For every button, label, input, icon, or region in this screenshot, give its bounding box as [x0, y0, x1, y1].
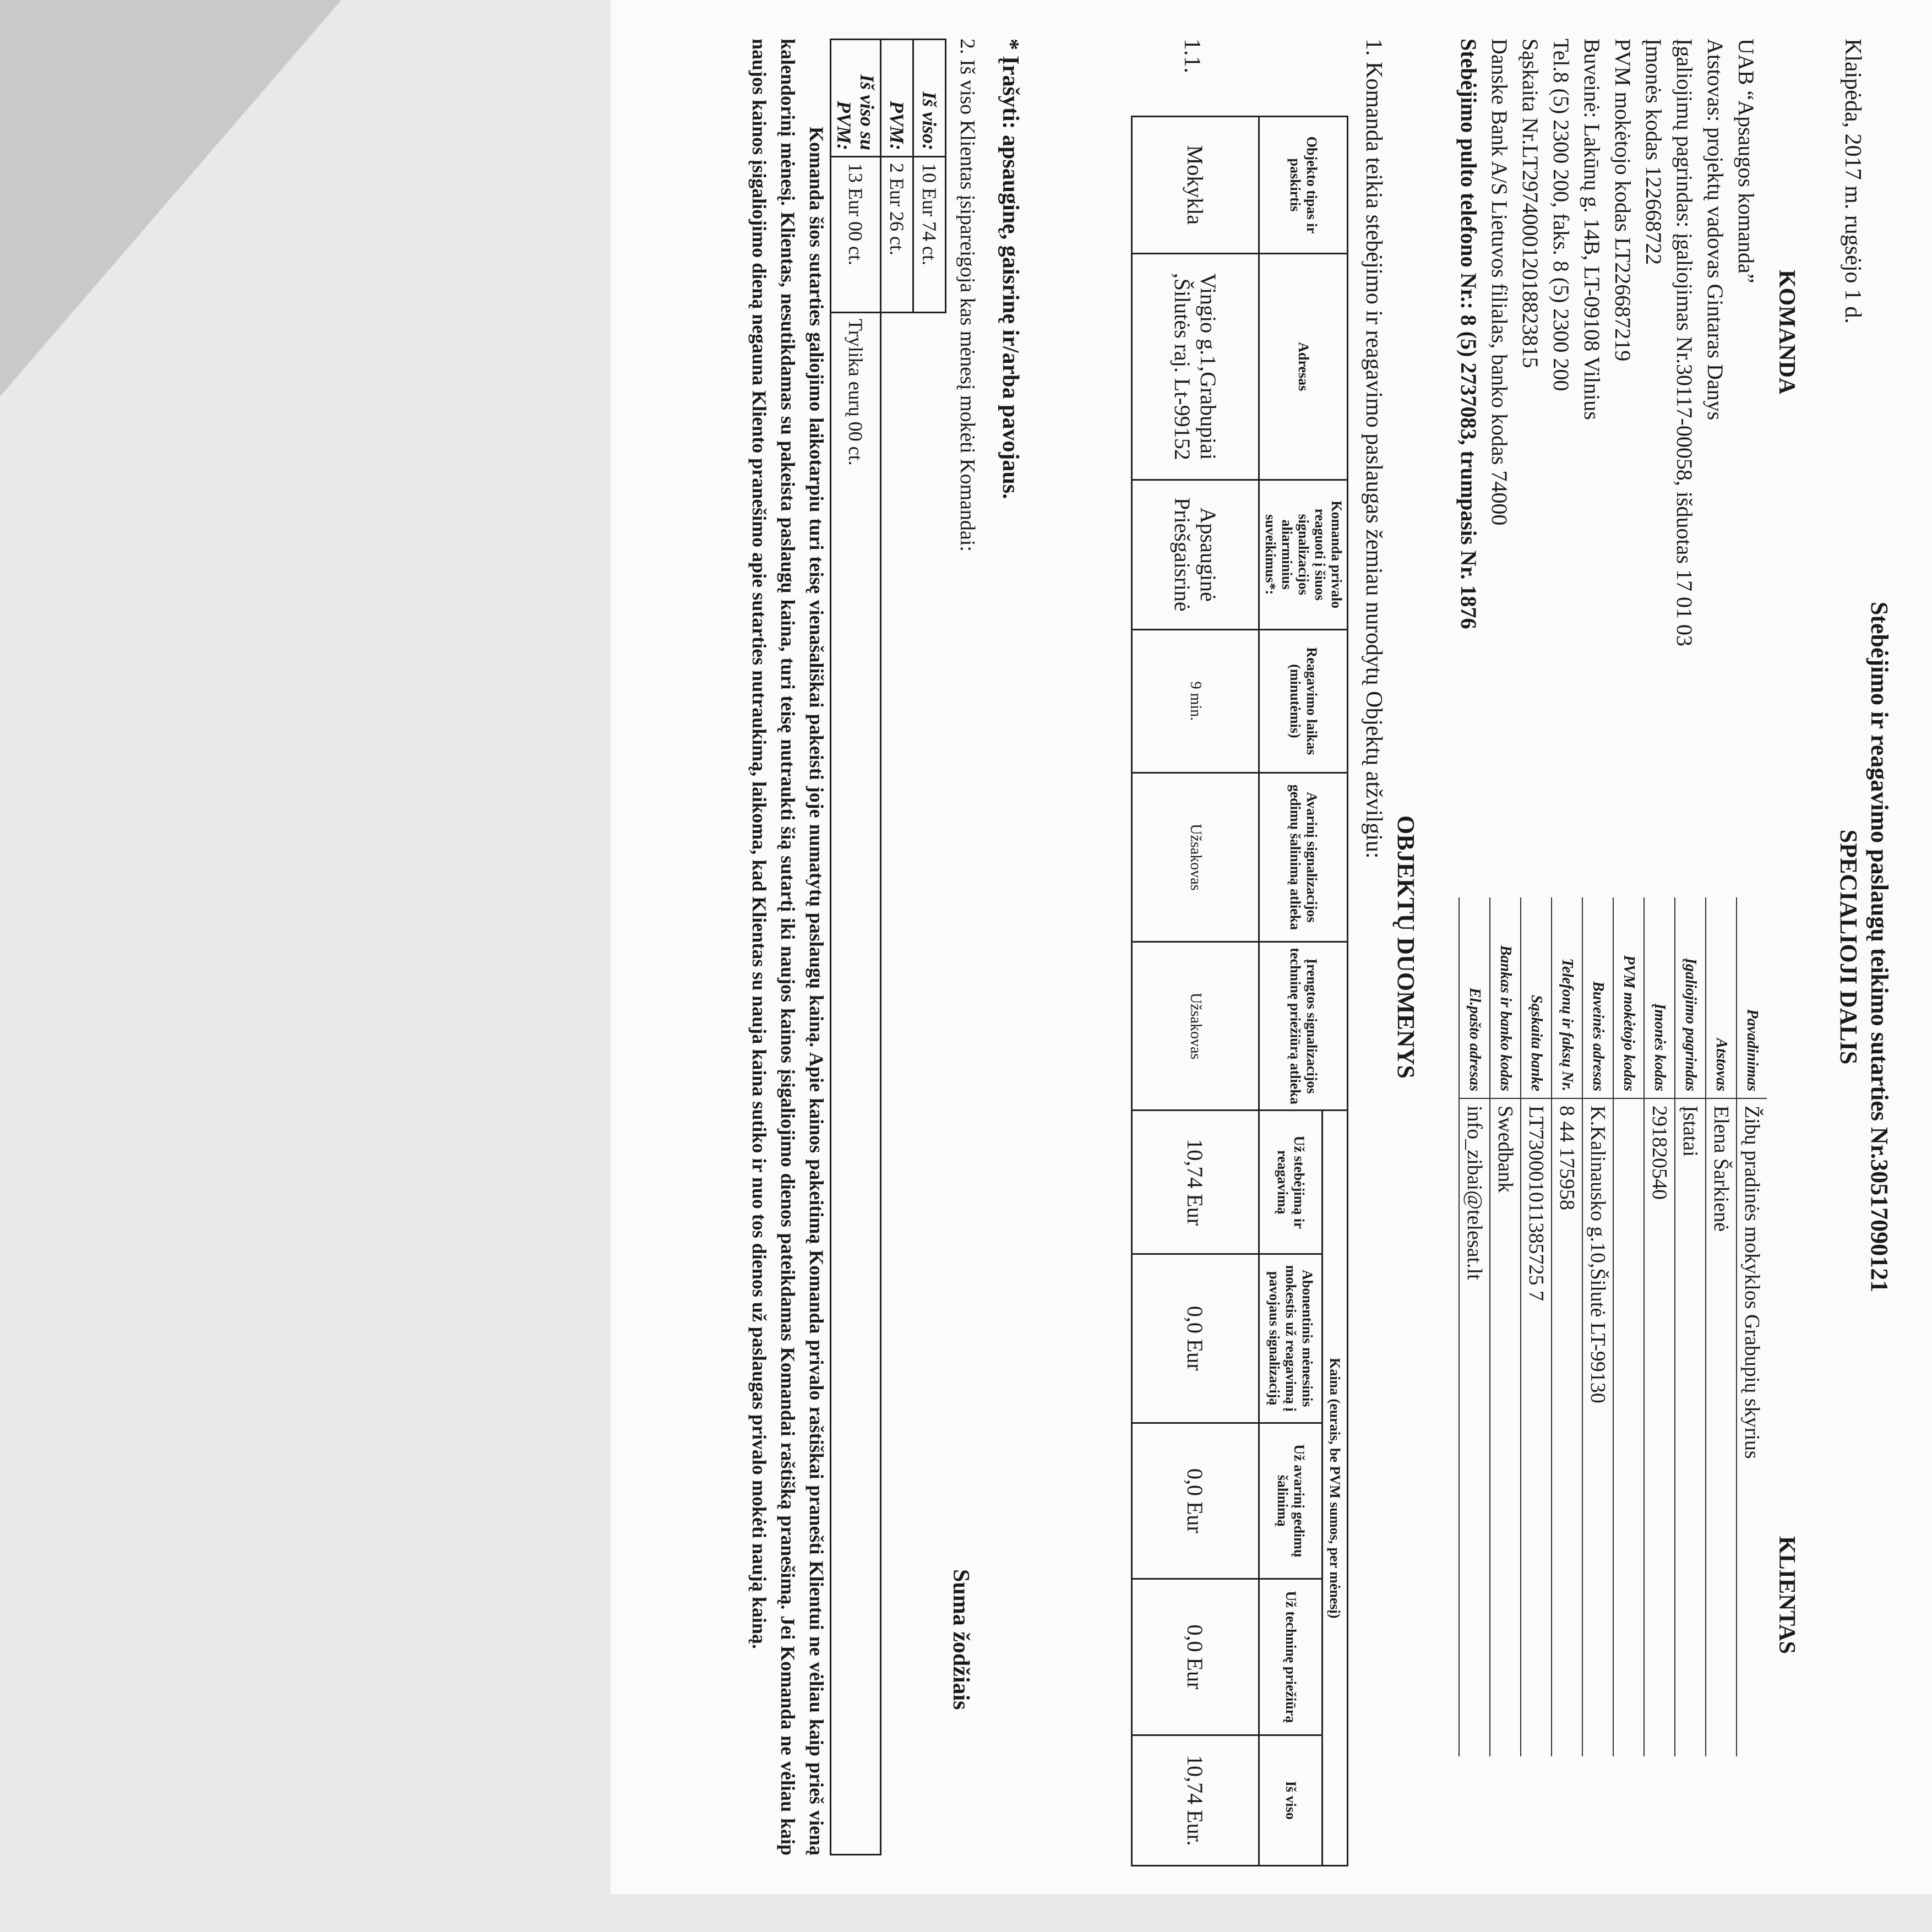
react-to-line: Apsauginė: [1196, 507, 1221, 602]
team-line: Atstovas: projektų vadovas Gintaras Danys: [1703, 39, 1728, 421]
place-date: Klaipėda, 2017 m. rugsėjo 1 d.: [1840, 39, 1865, 324]
objects-intro: 1. Komanda teikia stebėjimo ir reagavimo paslaugas žemiau nurodytų Objektų atžvilgiu:: [1361, 39, 1386, 859]
client-label: Atstovas: [1706, 897, 1737, 1098]
cell-price-fault: 0,0 Eur: [1132, 1423, 1259, 1579]
client-table: [1458, 897, 1767, 1756]
cell-price-total: 10,74 Eur.: [1132, 1735, 1259, 1865]
cell-price-monitoring: 10,74 Eur: [1132, 1111, 1259, 1254]
monitoring-phone: Stebėjimo pulto telefono Nr.: 8 (5) 2737083, trumpasis Nr. 1876: [1456, 39, 1481, 629]
payment-words: Trylika eurų 00 ct.: [831, 313, 881, 1855]
col-price-fault: Už avarinį gedimų šalinimą: [1259, 1423, 1323, 1579]
col-price-monitoring: Už stebėjimą ir reagavimą: [1259, 1111, 1323, 1254]
payment-words: [913, 313, 946, 1855]
object-row-number: 1.1.: [1179, 39, 1205, 73]
team-line: Įgaliojimų pagrindas: įgaliojimas Nr.30117-00058, išduotas 17 01 03: [1672, 39, 1697, 646]
payment-intro: 2. Iš viso Klientas įsipareigoja kas mėnesį mokėti Komandai:: [956, 39, 979, 552]
team-line: PVM mokėtojo kodas LT226687219: [1610, 39, 1635, 362]
payment-table: [830, 39, 946, 1855]
team-line: Buveinė: Lakūnų g. 14B, LT-09108 Vilnius: [1580, 39, 1604, 420]
col-maintenance: Įrengtos signalizacijos techninę priežiūrą atlieka: [1259, 941, 1348, 1111]
client-row: [1490, 897, 1521, 1756]
client-row: [1706, 897, 1737, 1756]
team-line: Sąskaita Nr.LT297400012018823815: [1518, 39, 1543, 368]
col-reaction-time: Reagavimo laikas (minutėmis): [1259, 629, 1348, 772]
address-line: Vingio g.1,Grabupiai: [1196, 273, 1221, 460]
client-label: Pavadinimas: [1737, 897, 1767, 1098]
sum-words-header: Suma žodžiais: [948, 1569, 973, 1710]
client-row: [1521, 897, 1552, 1756]
client-label: PVM mokėtojo kodas: [1613, 897, 1644, 1098]
client-label: Buveinės adresas: [1582, 897, 1613, 1098]
cell-type: Mokykla: [1132, 117, 1259, 254]
cell-react-to: [1132, 480, 1259, 629]
col-price-subscription: Abonentinis mėnesinis mokestis už reagavimą į pavojaus signalizaciją: [1259, 1254, 1323, 1423]
client-value: Elena Šarkienė: [1706, 1098, 1737, 1756]
objects-table: [1131, 116, 1348, 1866]
cell-price-maintenance: 0,0 Eur: [1132, 1579, 1259, 1735]
cell-address: [1132, 253, 1259, 480]
team-line: UAB “Apsaugos komanda”: [1734, 39, 1759, 284]
team-line: Tel.8 (5) 2300 200, faks. 8 (5) 2300 200: [1549, 39, 1574, 391]
client-label: Bankas ir banko kodas: [1490, 897, 1521, 1098]
client-row: [1552, 897, 1582, 1756]
client-value: K.Kalinausko g.10,Šilutė LT-99130: [1582, 1098, 1613, 1756]
react-to-line: Priešgaisrinė: [1170, 497, 1195, 612]
team-details: [1453, 39, 1761, 837]
team-heading: KOMANDA: [1774, 270, 1799, 395]
contract-title: Stebėjimo ir reagavimo paslaugų teikimo sutarties Nr.30517090121: [1866, 601, 1893, 1293]
closing-paragraph: Komanda šios sutarties galiojimo laikotarpiu turi teisę vienašališkai pakeisti joje numatytų paslaugų kainą. Apie kainos pakeitimą Komanda privalo raštiškai pranešti Klientui ne vėliau kaip prieš vieną kalendorinį mėnesį. Klientas, nesutikdamas su pakeista paslaugų kaina, turi teisę nutraukti šią sutartį iki naujos kainos įsigaliojimo dienos pateikdamas Komandai raštišką pranešimą. Jei Komanda ne vėliau kaip naujos kainos įsigaliojimo dieną negauna Kliento pranešimo apie sutarties nutraukimą, laikoma, kad Klientas su nauja kaina sutiko ir nuo tos dienos už paslaugas privalo mokėti naują kainą.: [748, 39, 828, 1855]
cell-maintenance: Užsakovas: [1132, 941, 1259, 1111]
payment-label: Iš viso:: [913, 40, 946, 157]
cell-price-subscription: 0,0 Eur: [1132, 1254, 1259, 1423]
col-type: Objekto tipas ir paskirtis: [1259, 117, 1348, 254]
client-row: [1644, 897, 1675, 1756]
client-value: 291820540: [1644, 1098, 1675, 1756]
client-value: 8 44 175958: [1552, 1098, 1582, 1756]
payment-row: [881, 40, 913, 1855]
payment-value: 2 Eur 26 ct.: [881, 157, 913, 313]
cell-fault-removal: Užsakovas: [1132, 773, 1259, 942]
client-heading: KLIENTAS: [1774, 1536, 1799, 1654]
client-label: El.pašto adresas: [1459, 897, 1490, 1098]
address-line: ,Šilutės raj. Lt-99152: [1170, 273, 1195, 460]
client-row: [1737, 897, 1767, 1756]
payment-value: 10 Eur 74 ct.: [913, 157, 946, 313]
client-label: Sąskaita banke: [1521, 897, 1552, 1098]
contract-subtitle: SPECIALIOJI DALIS: [1835, 829, 1862, 1065]
payment-row: [831, 40, 881, 1855]
cell-reaction-time: 9 min.: [1132, 629, 1259, 772]
col-fault-removal: Avarinį signalizacijos gedimų šalinimą atlieka: [1259, 773, 1348, 942]
client-value: LT730001011385725 7: [1521, 1098, 1552, 1756]
payment-label: Iš viso su PVM:: [831, 40, 881, 157]
col-react-to: Komanda privalo reaguoti į šiuos signalizacijos aliarminius suveikimus*:: [1259, 480, 1348, 629]
scan-shadow: [0, 0, 341, 396]
client-label: Įmonės kodas: [1644, 897, 1675, 1098]
client-row: [1675, 897, 1706, 1756]
col-price-group: Kaina (eurais, be PVM sumos, per mėnesį): [1322, 1111, 1347, 1866]
client-value: Įstatai: [1675, 1098, 1706, 1756]
client-row: [1613, 897, 1644, 1756]
payment-row: [913, 40, 946, 1855]
col-price-maintenance: Už techninę priežiūrą: [1259, 1579, 1323, 1735]
client-value: Žibų pradinės mokyklos Grabupių skyrius: [1737, 1098, 1767, 1756]
client-row: [1459, 897, 1490, 1756]
client-value: info_zibai@telesat.lt: [1459, 1098, 1490, 1756]
col-price-total: Iš viso: [1259, 1735, 1323, 1865]
objects-heading: OBJEKTŲ DUOMENYS: [1392, 815, 1419, 1079]
team-line: Įmonės kodas 122668722: [1641, 39, 1666, 265]
payment-label: PVM:: [881, 40, 913, 157]
object-row: [1132, 117, 1259, 1866]
client-label: Telefonų ir faksų Nr.: [1552, 897, 1582, 1098]
team-line: Danske Bank A/S Lietuvos filialas, banko kodas 74000: [1487, 39, 1512, 526]
col-address: Adresas: [1259, 253, 1348, 480]
payment-words: [881, 313, 913, 1855]
client-value: Swedbank: [1490, 1098, 1521, 1756]
client-row: [1582, 897, 1613, 1756]
client-value: [1613, 1098, 1644, 1756]
client-label: Įgaliojimo pagrindas: [1675, 897, 1706, 1098]
document-page: [611, 0, 1932, 1894]
payment-value: 13 Eur 00 ct.: [831, 157, 881, 313]
objects-footnote: * Įrašyti: apsauginę, gaisrinę ir/arba pavojaus.: [998, 39, 1023, 499]
